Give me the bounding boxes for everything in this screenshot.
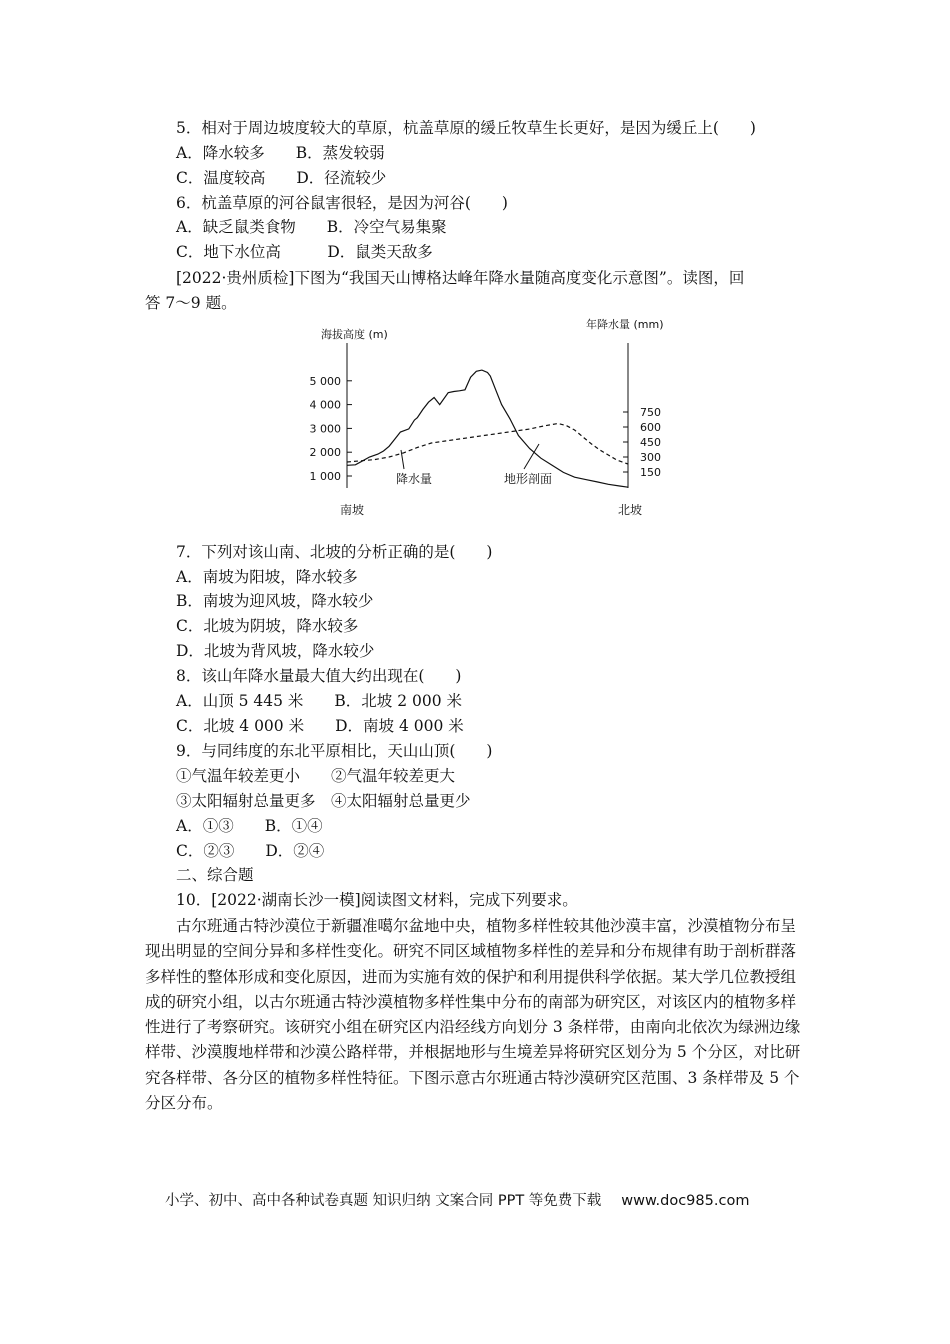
right-axis-label: 年降水量 (mm) (586, 318, 664, 331)
q10-material-text: 古尔班通古特沙漠位于新疆准噶尔盆地中央，植物多样性较其他沙漠丰富，沙漠植物分布呈现出明显的空间分异和多样性变化。研究不同区域植物多样性的差异和分布规律有助于剖析群落多样性的整体形成和变化原因，进而为实施有效的保护和利用提供科学依据。某大学几位教授组成的研究小组，以古尔班通古特沙漠植物多样性集中分布的南部为研究区，对该区内的植物多样性进行了考察研究。该研究小组在研究区内沿经线方向划分 3 条样带，由南向北依次为绿洲边缘样带、沙漠腹地样带和沙漠公路样带，并根据地形与生境差异将研究区划分为 5 个分区，对比研究各样带、各分区的植物多样性特征。下图示意古尔班通古特沙漠研究区范围、3 条样带及 5 个分区分布。 (145, 917, 801, 1113)
q5-options-cd: C．温度较高 D．径流较少 (176, 169, 387, 187)
q9-options-ab: A．①③ B．①④ (176, 817, 323, 835)
left-axis-tick-label: 3 000 (309, 422, 341, 436)
left-axis-tick-label: 4 000 (309, 398, 341, 412)
precipitation-curve (347, 424, 628, 465)
q9-stem: 9．与同纬度的东北平原相比，天山山顶( ) (176, 742, 493, 760)
terrain-profile-curve (347, 370, 628, 487)
q5-stem: 5．相对于周边坡度较大的草原，杭盖草原的缓丘牧草生长更好，是因为缓丘上( ) (176, 119, 756, 137)
q7-stem: 7．下列对该山南、北坡的分析正确的是( ) (176, 543, 493, 561)
precipitation-annotation: 降水量 (396, 472, 433, 486)
terrain-annotation: 地形剖面 (504, 472, 553, 486)
q9-statements-34: ③太阳辐射总量更多 ④太阳辐射总量更少 (176, 792, 471, 810)
q10-material-paragraph (145, 914, 807, 1116)
q6-options-ab: A．缺乏鼠类食物 B．冷空气易集聚 (176, 218, 447, 236)
footer (165, 1191, 749, 1211)
footer-url[interactable]: www.doc985.com (621, 1193, 750, 1209)
left-axis-tick-label: 1 000 (309, 470, 341, 483)
left-axis-tick-label: 5 000 (309, 374, 341, 388)
q8-stem: 8．该山年降水量最大值大约出现在( ) (176, 667, 462, 685)
q7-option-d: D．北坡为背风坡，降水较少 (176, 642, 375, 660)
q7-option-a: A．南坡为阳坡，降水较多 (176, 568, 358, 586)
south-slope-label: 南坡 (340, 503, 365, 517)
q7-option-b: B．南坡为迎风坡，降水较少 (176, 592, 374, 610)
terrain-leader-line (524, 444, 539, 469)
q8-options-ab: A．山顶 5 445 米 B．北坡 2 000 米 (176, 692, 463, 710)
north-slope-label: 北坡 (618, 503, 643, 517)
right-axis-tick-label: 750 (640, 406, 661, 419)
group-intro-line2: 答 7～9 题。 (145, 294, 237, 312)
left-axis-tick-label: 2 000 (309, 446, 341, 460)
section-heading: 二、综合题 (176, 866, 254, 884)
right-axis-tick-label: 450 (640, 436, 661, 449)
q6-stem: 6．杭盖草原的河谷鼠害很轻，是因为河谷( ) (176, 194, 508, 212)
q10-intro: 10．[2022·湖南长沙一模]阅读图文材料，完成下列要求。 (176, 891, 578, 909)
q5-options-ab: A．降水较多 B．蒸发较弱 (176, 144, 385, 162)
q9-statements-12: ①气温年较差更小 ②气温年较差更大 (176, 767, 456, 785)
q6-options-cd: C．地下水位高 D．鼠类天敌多 (176, 243, 433, 261)
right-axis-tick-label: 150 (640, 466, 661, 479)
footer-text: 小学、初中、高中各种试卷真题 知识归纳 文案合同 PPT 等免费下载 (165, 1193, 602, 1209)
right-axis-tick-label: 600 (640, 421, 661, 434)
q9-options-cd: C．②③ D．②④ (176, 842, 325, 860)
right-axis-tick-label: 300 (640, 451, 661, 464)
group-intro-line1: [2022·贵州质检]下图为“我国天山博格达峰年降水量随高度变化示意图”。读图，回 (176, 269, 745, 287)
q8-options-cd: C．北坡 4 000 米 D．南坡 4 000 米 (176, 717, 464, 735)
left-axis-label: 海拔高度 (m) (321, 328, 388, 341)
precipitation-altitude-chart (309, 313, 676, 519)
q7-option-c: C．北坡为阴坡，降水较多 (176, 617, 359, 635)
